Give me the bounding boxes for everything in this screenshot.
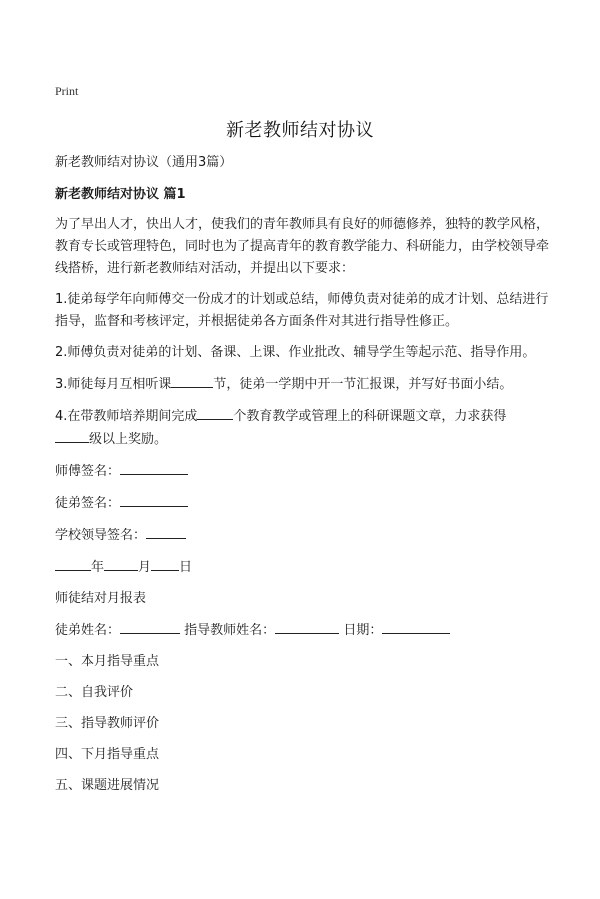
- requirement-3: [55, 373, 550, 396]
- mentor-signature-label: 师傅签名：: [55, 464, 121, 479]
- requirement-3-text-b: 节，徒弟一学期中开一节汇报课，并写好书面小结。: [213, 377, 513, 392]
- requirement-4-text-a: 4.在带教师培养期间完成: [55, 409, 198, 424]
- intro-paragraph: 为了早出人才，快出人才，使我们的青年教师具有良好的师德修养，独特的教学风格，教育专长或管理特色，同时也为了提高青年的教育教学能力、科研能力，由学校领导牵线搭桥，进行新老教师结对活动，并提出以下要求：: [55, 217, 550, 276]
- report-item: 一、本月指导重点: [55, 654, 160, 669]
- year-blank: [55, 556, 91, 571]
- report-item: 四、下月指导重点: [55, 747, 160, 762]
- document-body: [55, 152, 550, 806]
- requirement-1: 1.徒弟每学年向师傅交一份成才的计划或总结，师傅负责对徒弟的成才计划、总结进行指导，监督和考核评定，并根据徒弟各方面条件对其进行指导性修正。: [55, 292, 549, 329]
- date-field-blank: [382, 619, 450, 634]
- apprentice-signature-label: 徒弟签名：: [55, 496, 121, 511]
- apprentice-signature-blank: [120, 492, 188, 507]
- month-blank: [104, 556, 138, 571]
- day-label: 日: [179, 560, 193, 575]
- section-heading: 新老教师结对协议 篇1: [55, 187, 186, 202]
- mentor-signature-blank: [120, 460, 188, 475]
- leader-signature-blank: [146, 524, 186, 539]
- apprentice-name-blank: [120, 619, 180, 634]
- report-item: 三、指导教师评价: [55, 716, 160, 731]
- mentor-name-blank: [275, 619, 339, 634]
- document-subtitle: 新老教师结对协议（通用3篇）: [55, 155, 233, 170]
- print-label: Print: [55, 84, 79, 98]
- apprentice-signature-row: [55, 492, 550, 515]
- month-label: 月: [138, 560, 152, 575]
- fill-blank: [197, 405, 233, 420]
- requirement-2: 2.师傅负责对徒弟的计划、备课、上课、作业批改、辅导学生等起示范、指导作用。: [55, 345, 536, 360]
- report-item: 二、自我评价: [55, 685, 134, 700]
- document-title: 新老教师结对协议: [226, 120, 374, 141]
- date-field-label: 日期：: [343, 623, 383, 638]
- date-row: [55, 556, 550, 579]
- monthly-report-title: 师徒结对月报表: [55, 591, 147, 606]
- report-fields-row: [55, 619, 550, 642]
- requirement-3-text-a: 3.师徒每月互相听课: [55, 377, 172, 392]
- apprentice-name-label: 徒弟姓名：: [55, 623, 121, 638]
- day-blank: [151, 556, 179, 571]
- fill-blank: [55, 428, 89, 443]
- leader-signature-row: [55, 524, 550, 547]
- requirement-4: [55, 405, 550, 451]
- requirement-4-text-c: 级以上奖励。: [89, 432, 168, 447]
- report-item: 五、课题进展情况: [55, 778, 160, 793]
- fill-blank: [171, 373, 213, 388]
- mentor-signature-row: [55, 460, 550, 483]
- mentor-name-label: 指导教师姓名：: [184, 623, 276, 638]
- requirement-4-text-b: 个教育教学或管理上的科研课题文章，力求获得: [233, 409, 507, 424]
- year-label: 年: [91, 560, 105, 575]
- leader-signature-label: 学校领导签名：: [55, 528, 147, 543]
